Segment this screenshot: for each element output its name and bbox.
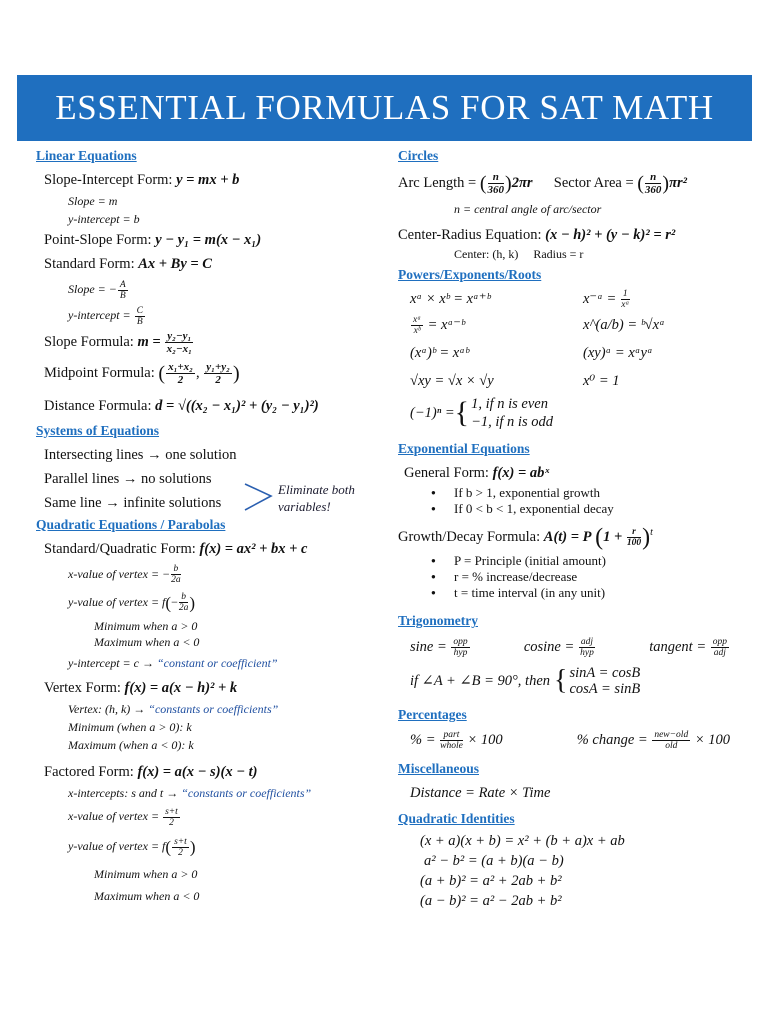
growth-condition: ● If b > 1, exponential growth: [398, 485, 758, 501]
eliminate-variables-note: Eliminate both variables!: [278, 482, 355, 514]
fraction-numerator: s+t: [174, 836, 187, 847]
time-definition: ● t = time interval (in any unit): [398, 585, 758, 601]
growth-decay-one: 1 +: [603, 528, 626, 545]
fraction-numerator: 1: [622, 288, 628, 299]
midpoint-label: Midpoint Formula:: [44, 365, 159, 381]
trig-ratios: [398, 633, 730, 661]
fraction-numerator: A: [119, 279, 126, 290]
midpoint-formula: Midpoint Formula: ( $\frac{\text{x₁+x₂}}{2}$ , $\frac{\text{y₁+y₂}}{2}$ ): [44, 361, 240, 387]
fraction-numerator: b: [179, 592, 189, 603]
root-product-rule: √xy = √x × √y: [410, 372, 494, 389]
heading-systems-of-equations: Systems of Equations: [36, 422, 160, 438]
factored-maximum: Maximum when a < 0: [94, 889, 200, 904]
center-radius-equation: [398, 223, 758, 247]
standard-slope-label: Slope = −: [68, 282, 117, 296]
growth-decay-lhs: A(t) = P: [543, 528, 592, 545]
heading-circles: Circles: [398, 148, 439, 163]
sine-fraction: [451, 637, 469, 658]
slope-intercept-equation: y = mx + b: [176, 172, 240, 188]
slope-formula-fraction: [165, 330, 193, 355]
percentage-formulas: [398, 727, 730, 753]
fraction-denominator: hyp: [580, 648, 594, 659]
y-vertex-fraction: [179, 592, 189, 613]
cos-equals-sin: cosA = sinB: [569, 681, 641, 698]
slope-intercept-form: [36, 168, 381, 192]
x-intercepts-note: “constants or coefficients”: [181, 785, 312, 800]
fractional-exponent-rule: x^(a/b) = ᵇ√xᵃ: [583, 316, 665, 333]
cosine-label: cosine =: [523, 639, 578, 656]
vertex-form-equation: f(x) = a(x − h)² + k: [124, 679, 238, 696]
powers-row-2: [398, 311, 675, 339]
percent-lhs: % =: [410, 732, 440, 749]
identity-item: (a + b)² = a² + 2ab + b²: [420, 873, 562, 890]
distance-formula: [36, 391, 381, 421]
fraction-denominator: hyp: [453, 648, 468, 659]
fraction-numerator: opp: [712, 637, 727, 648]
quadratic-minimum: Minimum when a > 0: [94, 618, 198, 633]
powers-row-4: [398, 367, 675, 395]
zero-exponent-rule: x⁰ = 1: [583, 372, 620, 389]
percent-change-fraction: [652, 730, 690, 751]
x-vertex-fraction: [171, 564, 181, 585]
power-of-power-rule: (xᵃ)ᵇ = xᵃᵇ: [410, 344, 469, 361]
arc-length-label: Arc Length =: [398, 175, 480, 191]
fraction-denominator: 100: [626, 537, 642, 548]
fraction-denominator: old: [665, 741, 678, 752]
quadratic-y-vertex: y-value of vertex = f(− $\frac{b}{2a}$ ): [68, 592, 196, 614]
vertex-point: [36, 700, 381, 718]
title-banner: [17, 75, 752, 141]
general-form-label: General Form:: [404, 464, 493, 481]
system-item-same-line: Same line → infinite solutions: [44, 494, 222, 511]
quadratic-maximum: Maximum when a < 0: [94, 634, 200, 649]
heading-linear-equations: Linear Equations: [36, 148, 137, 163]
percent-change-tail: × 100: [691, 732, 730, 749]
factored-x-vertex: [36, 802, 381, 830]
quadratic-x-vertex: [36, 561, 381, 587]
factored-form-label: Factored Form:: [44, 763, 138, 780]
sin-equals-cos: sinA = cosB: [569, 665, 641, 682]
central-angle-note: n = central angle of arc/sector: [454, 201, 602, 216]
fraction-denominator: B: [136, 316, 143, 327]
standard-slope-fraction: [118, 280, 128, 301]
growth-decay-label: Growth/Decay Formula:: [398, 528, 544, 545]
case-odd: −1, if n is odd: [471, 413, 553, 430]
slope-formula-label: Slope Formula:: [44, 334, 138, 350]
y-intercept-value: y-intercept = b: [68, 212, 140, 226]
point-slope-form: [36, 228, 381, 252]
powers-row-1: [398, 287, 675, 311]
vertex-form-label: Vertex Form:: [44, 679, 125, 696]
rate-definition: ● r = % increase/decrease: [398, 569, 758, 585]
constants-or-coefficients-note: “constants or coefficients”: [148, 701, 279, 716]
sine-label: sine =: [410, 639, 451, 656]
factored-form: [36, 760, 381, 784]
quotient-rule: [410, 311, 465, 339]
general-form-equation: f(x) = abˣ: [492, 464, 550, 481]
quadratic-standard-form: [36, 537, 381, 561]
fraction-denominator: 2: [178, 847, 183, 858]
slope-formula-lhs: m =: [137, 334, 165, 350]
fraction-denominator: whole: [440, 741, 463, 752]
system-item-intersecting: Intersecting lines → one solution: [44, 446, 237, 463]
center-radius-formula: (x − h)² + (y − k)² = r²: [545, 226, 676, 243]
identity-item: (a − b)² = a² − 2ab + b²: [420, 893, 562, 910]
quadratic-y-intercept: [36, 650, 381, 676]
negative-one-power: (−1)ⁿ = { 1, if n is even −1, if n is odd: [410, 395, 553, 430]
negative-one-cases: [471, 395, 553, 431]
quadratic-standard-label: Standard/Quadratic Form:: [44, 540, 200, 557]
sine-ratio: [410, 633, 471, 661]
standard-form: [36, 252, 381, 276]
slope-intercept-label: Slope-Intercept Form:: [44, 172, 177, 188]
fraction-numerator: adj: [580, 637, 594, 648]
product-rule: xᵃ × xᵇ = xᵃ⁺ᵇ: [410, 290, 491, 307]
fraction-denominator: 2: [177, 374, 184, 387]
fraction-numerator: x₁+x₂: [168, 361, 194, 374]
center-radius-note: Center: (h, k) Radius = r: [454, 246, 584, 261]
fraction-denominator: 2a: [178, 603, 189, 614]
cosine-ratio: [524, 633, 596, 661]
quotient-rhs: = xᵃ⁻ᵇ: [424, 316, 465, 333]
heading-miscellaneous: Miscellaneous: [398, 761, 479, 777]
sector-area-tail: πr²: [669, 175, 687, 191]
factored-x-vertex-fraction: [163, 807, 180, 828]
fraction-numerator: s+t: [165, 806, 178, 817]
midpoint-x-fraction: [166, 361, 195, 386]
fraction-numerator: n: [488, 171, 505, 184]
quotient-fraction: [411, 315, 423, 336]
fraction-denominator: x₂−x₁: [166, 343, 192, 356]
fraction-denominator: xᵇ: [413, 325, 421, 336]
identity-item: (x + a)(x + b) = x² + (b + a)x + ab: [420, 833, 625, 850]
fraction-denominator: 360: [644, 184, 662, 197]
quadratic-y-intercept-label: y-intercept = c →: [68, 655, 157, 670]
percent-formula: [410, 727, 503, 753]
fraction-numerator: y₂−y₁: [167, 330, 192, 343]
systems-brace: [243, 478, 275, 518]
growth-exponent: t: [650, 526, 653, 538]
vertex-minimum: Minimum (when a > 0): k: [68, 719, 192, 734]
slope-formula: [36, 328, 381, 356]
point-slope-label: Point-Slope Form:: [44, 232, 156, 248]
standard-form-equation: Ax + By = C: [138, 256, 212, 272]
distance-equation: d = √((x₂ − x₁)² + (y₂ − y₁)²): [155, 397, 319, 414]
heading-powers-exponents-roots: Powers/Exponents/Roots: [398, 266, 542, 282]
percent-change-formula: [577, 727, 730, 753]
left-column: [36, 146, 381, 907]
factored-y-vertex-fraction: [172, 837, 189, 858]
percent-change-lhs: % change =: [576, 732, 652, 749]
fraction-denominator: 2: [169, 817, 174, 828]
principle-definition: ● P = Principle (initial amount): [398, 553, 758, 569]
vertex-maximum: Maximum (when a < 0): k: [68, 737, 194, 752]
growth-decay-formula: Growth/Decay Formula: A(t) = P (1 + $\frac{r}{100}$ )$^t$: [398, 524, 653, 551]
heading-exponential-equations: Exponential Equations: [398, 440, 530, 456]
fraction-numerator: r: [627, 527, 641, 538]
fraction-denominator: B: [119, 290, 126, 301]
identity-item: a² − b² = (a + b)(a − b): [424, 853, 564, 870]
distance-rate-time: Distance = Rate × Time: [410, 785, 551, 802]
x-intercepts-label: x-intercepts: s and t →: [68, 785, 182, 800]
quadratic-standard-equation: f(x) = ax² + bx + c: [199, 540, 308, 557]
constant-or-coefficient-note: “constant or coefficient”: [156, 655, 278, 670]
fraction-denominator: xᵃ: [621, 299, 630, 310]
exponential-general-form: [398, 461, 758, 485]
fraction-numerator: new−old: [654, 730, 689, 741]
heading-quadratic-identities: Quadratic Identities: [398, 811, 515, 827]
right-column: [398, 146, 758, 911]
tangent-label: tangent =: [649, 639, 710, 656]
complementary-angles: if ∠A + ∠B = 90°, then { sinA = cosB cosA = sinB: [410, 665, 641, 698]
power-of-product-rule: (xy)ᵃ = xᵃyᵃ: [583, 344, 653, 361]
sector-fraction: [645, 171, 662, 196]
factored-y-vertex-label: y-value of vertex = f: [68, 838, 166, 853]
complementary-condition: if ∠A + ∠B = 90°, then: [410, 673, 551, 690]
factored-form-equation: f(x) = a(x − s)(x − t): [137, 763, 258, 780]
standard-y-intercept-fraction: [135, 306, 145, 327]
fraction-numerator: part: [440, 730, 463, 741]
sector-area-label: Sector Area =: [553, 175, 638, 191]
fraction-denominator: adj: [713, 648, 726, 659]
fraction-numerator: C: [136, 305, 143, 316]
center-radius-label: Center-Radius Equation:: [398, 226, 546, 243]
system-item-parallel: Parallel lines → no solutions: [44, 470, 212, 487]
standard-slope: [36, 276, 381, 302]
case-even: 1, if n is even: [471, 395, 548, 412]
fraction-numerator: y₁+y₂: [206, 361, 230, 374]
heading-trigonometry: Trigonometry: [398, 613, 478, 629]
standard-y-intercept: [36, 302, 381, 328]
negative-one-lhs: (−1)ⁿ =: [410, 404, 455, 421]
distance-label: Distance Formula:: [44, 397, 156, 414]
decay-condition: ● If 0 < b < 1, exponential decay: [398, 501, 758, 517]
arc-fraction: [488, 171, 505, 196]
factored-x-vertex-label: x-value of vertex =: [68, 808, 163, 823]
fraction-numerator: n: [645, 171, 662, 184]
powers-row-3: [398, 339, 675, 367]
fraction-denominator: 360: [487, 184, 505, 197]
negative-exponent-rule: [583, 287, 675, 311]
standard-form-label: Standard Form:: [44, 256, 139, 272]
percent-fraction: [440, 730, 463, 751]
factored-y-vertex: y-value of vertex = f( $\frac{s+t}{2}$ ): [68, 836, 196, 858]
vertex-point-label: Vertex: (h, k) →: [68, 701, 149, 716]
page-title: ESSENTIAL FORMULAS FOR SAT MATH: [55, 88, 714, 127]
arc-length-tail: 2πr: [511, 175, 533, 191]
fraction-denominator: 2a: [171, 575, 181, 586]
fraction-denominator: 2: [215, 374, 221, 387]
factored-x-intercepts: [36, 784, 381, 802]
point-slope-equation: y − y₁ = m(x − x₁): [155, 232, 262, 248]
heading-percentages: Percentages: [398, 707, 467, 723]
tangent-ratio: [649, 633, 730, 661]
fraction-numerator: opp: [453, 637, 468, 648]
arc-and-sector: Arc Length = ( $\frac{n}{360}$ )2πr Sector Area = ( $\frac{n}{360}$ )πr²: [398, 171, 687, 197]
negative-exponent-fraction: [621, 289, 630, 310]
factored-minimum: Minimum when a > 0: [94, 867, 198, 882]
cosine-fraction: [579, 637, 595, 658]
growth-rate-fraction: [627, 527, 641, 548]
complementary-cases: [569, 665, 640, 697]
tangent-fraction: [711, 637, 729, 658]
vertex-form: [36, 676, 381, 700]
midpoint-y-fraction: [204, 361, 232, 386]
fraction-numerator: xᵃ: [413, 314, 422, 325]
x-vertex-label: x-value of vertex = −: [68, 566, 171, 581]
percent-tail: × 100: [463, 732, 503, 749]
y-vertex-label: y-value of vertex = f: [68, 594, 166, 609]
negative-exponent-lhs: x⁻ᵃ =: [583, 290, 620, 307]
standard-y-intercept-label: y-intercept =: [68, 308, 134, 322]
fraction-numerator: b: [171, 564, 181, 575]
heading-quadratic-equations: Quadratic Equations / Parabolas: [36, 516, 226, 532]
slope-value: Slope = m: [68, 194, 118, 208]
